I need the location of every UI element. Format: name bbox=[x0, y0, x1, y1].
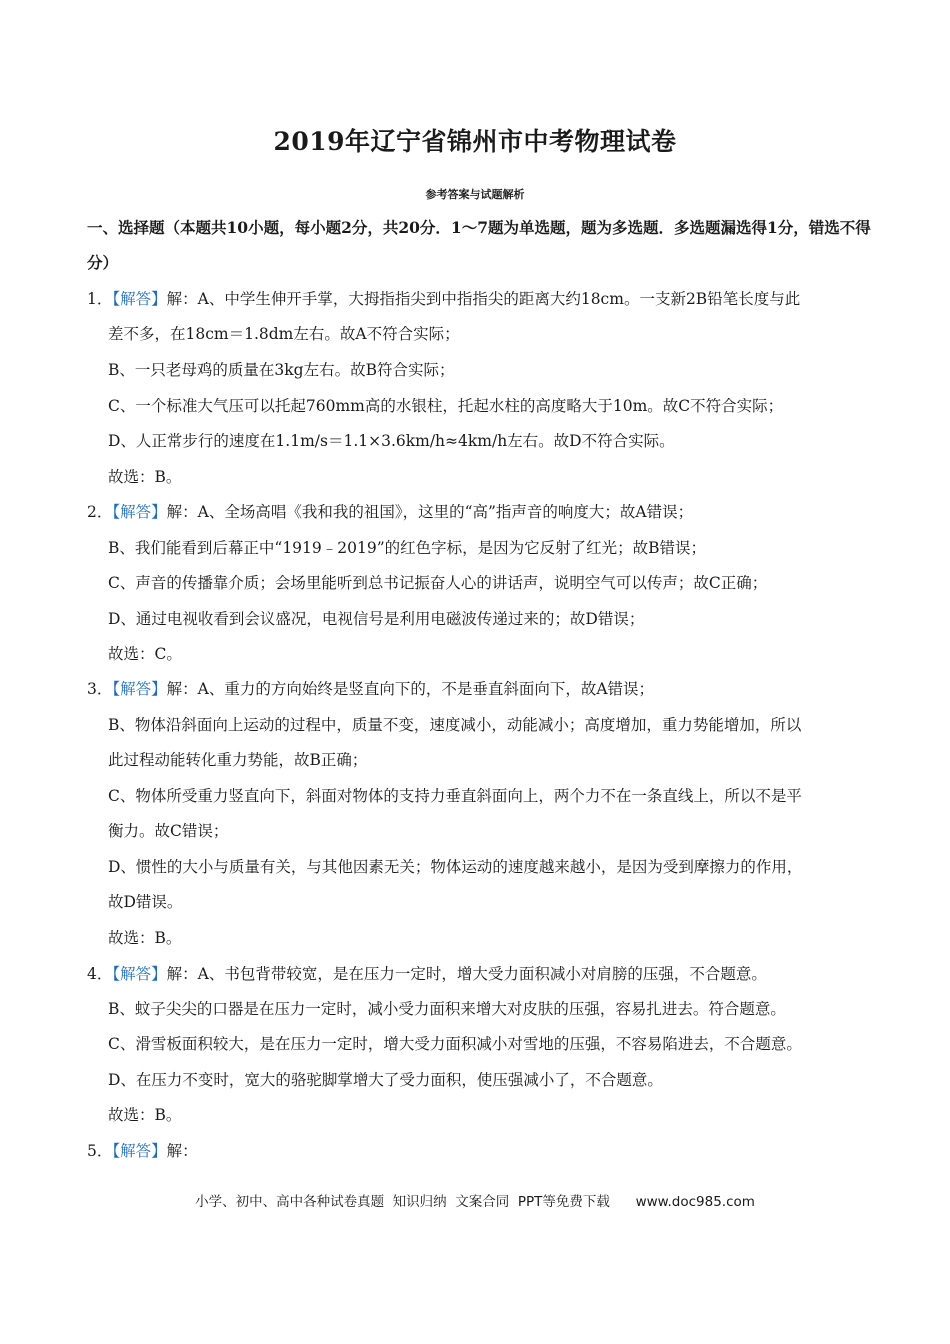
answer-line: D、惯性的大小与质量有关，与其他因素无关；物体运动的速度越来越小，是因为受到摩擦力的作用， bbox=[108, 858, 803, 876]
question-text: 解：A、重力的方向始终是竖直向下的，不是垂直斜面向下，故A错误； bbox=[166, 680, 655, 698]
answer-line: C、滑雪板面积较大，是在压力一定时，增大受力面积减小对雪地的压强，不容易陷进去，不合题意。 bbox=[108, 1035, 802, 1053]
page-title: 2019年辽宁省锦州市中考物理试卷 bbox=[273, 127, 677, 156]
answer-line: 故选：B。 bbox=[108, 929, 182, 947]
answer-tag: 【解答】 bbox=[112, 965, 167, 983]
answer-line: 故D错误。 bbox=[108, 893, 183, 911]
question-text: 解：A、中学生伸开手掌，大拇指指尖到中指指尖的距离大约18cm。一支新2B铅笔长度与此 bbox=[166, 290, 801, 308]
answer-line: C、物体所受重力竖直向下，斜面对物体的支持力垂直斜面向上，两个力不在一条直线上，所以不是平 bbox=[108, 787, 802, 805]
question-text: 解： bbox=[166, 1142, 198, 1160]
answer-line: B、蚊子尖尖的口器是在压力一定时，减小受力面积来增大对皮肤的压强，容易扎进去。符合题意。 bbox=[108, 1000, 786, 1018]
answer-line: 故选：B。 bbox=[108, 1106, 182, 1124]
answer-line: C、一个标准大气压可以托起760mm高的水银柱，托起水柱的高度略大于10m。故C不符合实际； bbox=[108, 397, 784, 415]
answer-line: B、一只老母鸡的质量在3kg左右。故B符合实际； bbox=[108, 361, 455, 379]
answer-tag: 【解答】 bbox=[112, 290, 167, 308]
question-number: 3． bbox=[87, 680, 113, 698]
answer-line: D、通过电视收看到会议盛况，电视信号是利用电磁波传递过来的；故D错误； bbox=[108, 610, 645, 628]
answer-tag: 【解答】 bbox=[112, 503, 167, 521]
answer-line: B、物体沿斜面向上运动的过程中，质量不变，速度减小，动能减小；高度增加，重力势能增加，所以 bbox=[108, 716, 802, 734]
question-number: 2． bbox=[87, 503, 113, 521]
question-1 bbox=[87, 287, 800, 311]
answer-line: 故选：C。 bbox=[108, 645, 182, 663]
answer-tag: 【解答】 bbox=[112, 680, 167, 698]
page-subtitle: 参考答案与试题解析 bbox=[425, 188, 525, 201]
question-number: 1． bbox=[87, 290, 113, 308]
question-5 bbox=[87, 1139, 198, 1163]
section-heading: 一、选择题（本题共10小题，每小题2分，共20分．1～7题为单选题，题为多选题．多选题漏选得1分，错选不得分） bbox=[87, 218, 871, 272]
answer-line: D、人正常步行的速度在1.1m/s＝1.1×3.6km/h≈4km/h左右。故D不符合实际。 bbox=[108, 432, 675, 450]
answer-tag: 【解答】 bbox=[112, 1142, 167, 1160]
answer-line: 故选：B。 bbox=[108, 468, 182, 486]
answer-line: 差不多，在18cm＝1.8dm左右。故A不符合实际； bbox=[108, 325, 460, 343]
answer-line: D、在压力不变时，宽大的骆驼脚掌增大了受力面积，使压强减小了，不合题意。 bbox=[108, 1071, 663, 1089]
question-text: 解：A、书包背带较宽，是在压力一定时，增大受力面积减小对肩膀的压强，不合题意。 bbox=[166, 965, 767, 983]
question-3 bbox=[87, 677, 654, 701]
answer-line: 衡力。故C错误； bbox=[108, 822, 229, 840]
question-number: 5． bbox=[87, 1142, 113, 1160]
question-2 bbox=[87, 500, 693, 524]
question-number: 4． bbox=[87, 965, 113, 983]
question-text: 解：A、全场高唱《我和我的祖国》，这里的“高”指声音的响度大；故A错误； bbox=[166, 503, 694, 521]
page-footer: 小学、初中、高中各种试卷真题 知识归纳 文案合同 PPT等免费下载 www.doc985.com bbox=[195, 1194, 755, 1210]
answer-line: C、声音的传播靠介质；会场里能听到总书记振奋人心的讲话声，说明空气可以传声；故C正确； bbox=[108, 574, 768, 592]
answer-line: 此过程动能转化重力势能，故B正确； bbox=[108, 751, 368, 769]
answer-line: B、我们能看到后幕正中“1919﹣2019”的红色字标，是因为它反射了红光；故B错误； bbox=[108, 539, 707, 557]
question-4 bbox=[87, 962, 767, 986]
